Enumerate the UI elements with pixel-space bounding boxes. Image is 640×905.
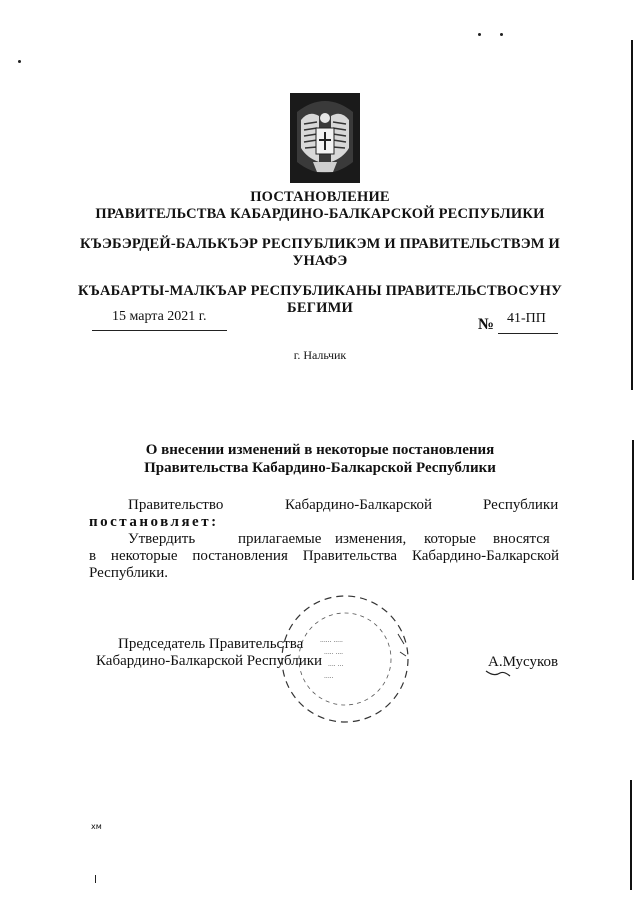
body-word: Республики <box>483 497 559 513</box>
document-date: 15 марта 2021 г. <box>112 309 207 324</box>
signatory-role-cont: Кабардино-Балкарской Республики <box>96 653 323 669</box>
body-word: изменения, <box>335 531 407 547</box>
body-line: Республики. <box>89 565 168 581</box>
document-type: ПОСТАНОВЛЕНИЕ <box>250 189 390 205</box>
scan-edge-mark <box>630 780 632 890</box>
body-word: Правительство <box>128 497 224 513</box>
government-name-krc-cont: БЕГИМИ <box>287 300 353 316</box>
scan-speck <box>500 33 503 36</box>
signature-mark-icon <box>484 668 512 680</box>
government-name-ru: ПРАВИТЕЛЬСТВА КАБАРДИНО-БАЛКАРСКОЙ РЕСПУБЛИКИ <box>95 206 545 222</box>
scan-speck <box>478 33 481 36</box>
subject-line-2: Правительства Кабардино-Балкарской Республики <box>144 460 496 476</box>
scan-speck <box>18 60 21 63</box>
svg-text:.....: ..... <box>324 673 334 680</box>
signatory-role: Председатель Правительства <box>118 636 304 652</box>
government-name-kbd-cont: УНАФЭ <box>292 253 348 269</box>
document-number: 41-ПП <box>507 311 546 326</box>
number-label: № <box>478 316 495 333</box>
number-underline <box>498 333 558 334</box>
subject-line-1: О внесении изменений в некоторые постановления <box>145 442 495 458</box>
body-word: которые <box>424 531 476 547</box>
body-word: прилагаемые <box>238 531 322 547</box>
body-line: в некоторые постановления Правительства Кабардино-Балкарской <box>89 548 559 564</box>
coat-of-arms-icon <box>289 92 361 184</box>
signatory-name: А.Мусуков <box>488 654 559 670</box>
body-word: Кабардино-Балкарской <box>285 497 433 513</box>
scan-speck <box>95 875 96 883</box>
svg-text:.... ...: .... ... <box>328 661 344 668</box>
body-word: вносятся <box>493 531 550 547</box>
svg-text:..... ....: ..... .... <box>324 649 344 656</box>
svg-text:...... .....: ...... ..... <box>320 637 343 644</box>
footer-code: хм <box>91 822 102 831</box>
government-name-kbd: КЪЭБЭРДЕЙ-БАЛЬКЪЭР РЕСПУБЛИКЭМ И ПРАВИТЕЛЬСТВЭМ И <box>80 236 560 252</box>
body-word: Утвердить <box>128 531 196 547</box>
date-underline <box>92 330 227 331</box>
decree-word: постановляет: <box>89 514 219 530</box>
document-city: г. Нальчик <box>293 348 347 362</box>
government-name-krc: КЪАБАРТЫ-МАЛКЪАР РЕСПУБЛИКАНЫ ПРАВИТЕЛЬСТВОСУНУ <box>78 283 562 299</box>
